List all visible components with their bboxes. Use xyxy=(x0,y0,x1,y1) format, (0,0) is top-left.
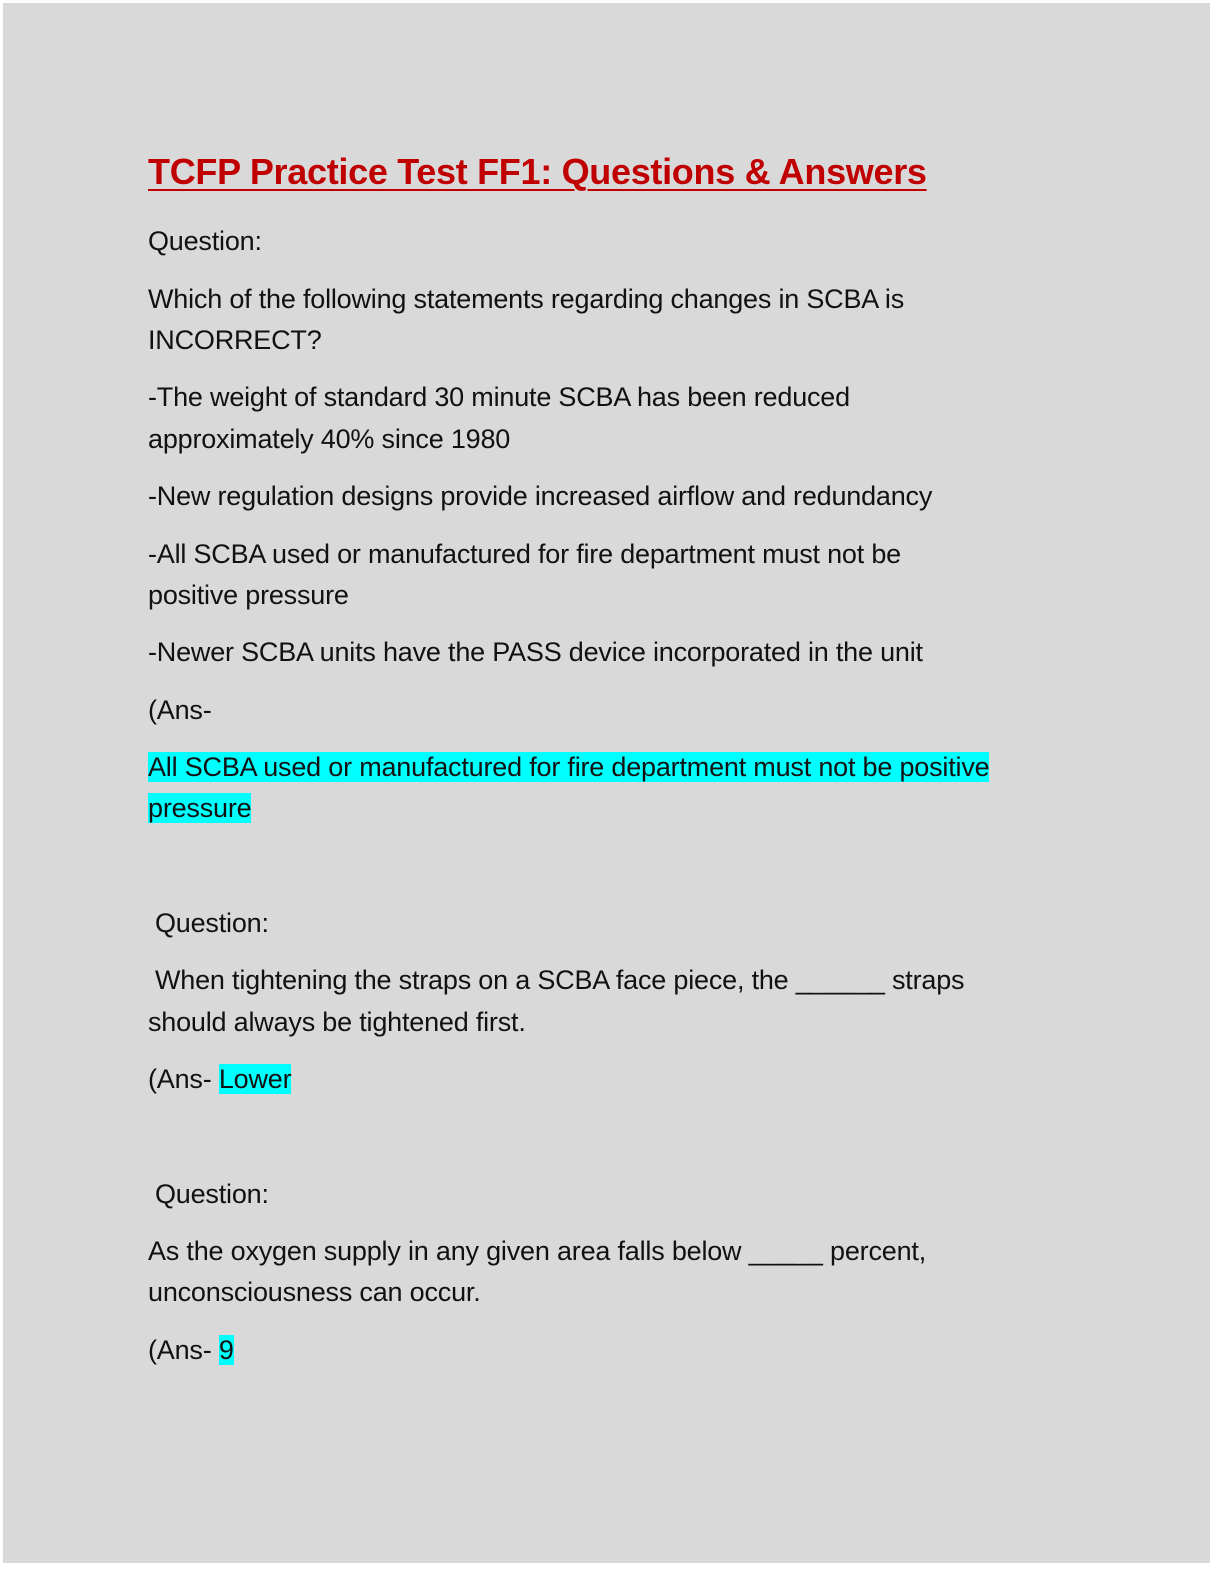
answer-prefix: (Ans- xyxy=(148,1064,212,1094)
question-text: As the oxygen supply in any given area falls below _____ percent, xyxy=(148,1236,927,1266)
highlighted-answer: 9 xyxy=(218,1335,234,1365)
question-label: Question: xyxy=(155,1179,269,1209)
question-label: Question: xyxy=(155,908,269,938)
answer-option: approximately 40% since 1980 xyxy=(148,424,511,454)
document-page xyxy=(3,3,1210,1563)
document-title: TCFP Practice Test FF1: Questions & Answers xyxy=(148,151,927,192)
question-text: should always be tightened first. xyxy=(148,1007,526,1037)
answer-option: -New regulation designs provide increased airflow and redundancy xyxy=(148,481,933,511)
question-text: INCORRECT? xyxy=(148,325,322,355)
answer-option: -Newer SCBA units have the PASS device incorporated in the unit xyxy=(148,637,923,667)
answer-option: positive pressure xyxy=(148,580,349,610)
highlighted-answer: Lower xyxy=(218,1064,292,1094)
answer-option: -The weight of standard 30 minute SCBA has been reduced xyxy=(148,382,850,412)
question-label: Question: xyxy=(148,226,262,256)
highlighted-answer: pressure xyxy=(148,793,252,823)
answer-option: -All SCBA used or manufactured for fire department must not be xyxy=(148,539,901,569)
question-text: Which of the following statements regarding changes in SCBA is xyxy=(148,284,905,314)
question-text: When tightening the straps on a SCBA face piece, the ______ straps xyxy=(155,965,965,995)
highlighted-answer: All SCBA used or manufactured for fire department must not be positive xyxy=(148,752,990,782)
answer-prefix: (Ans- xyxy=(148,1335,212,1365)
answer-prefix: (Ans- xyxy=(148,695,212,725)
question-text: unconsciousness can occur. xyxy=(148,1277,481,1307)
